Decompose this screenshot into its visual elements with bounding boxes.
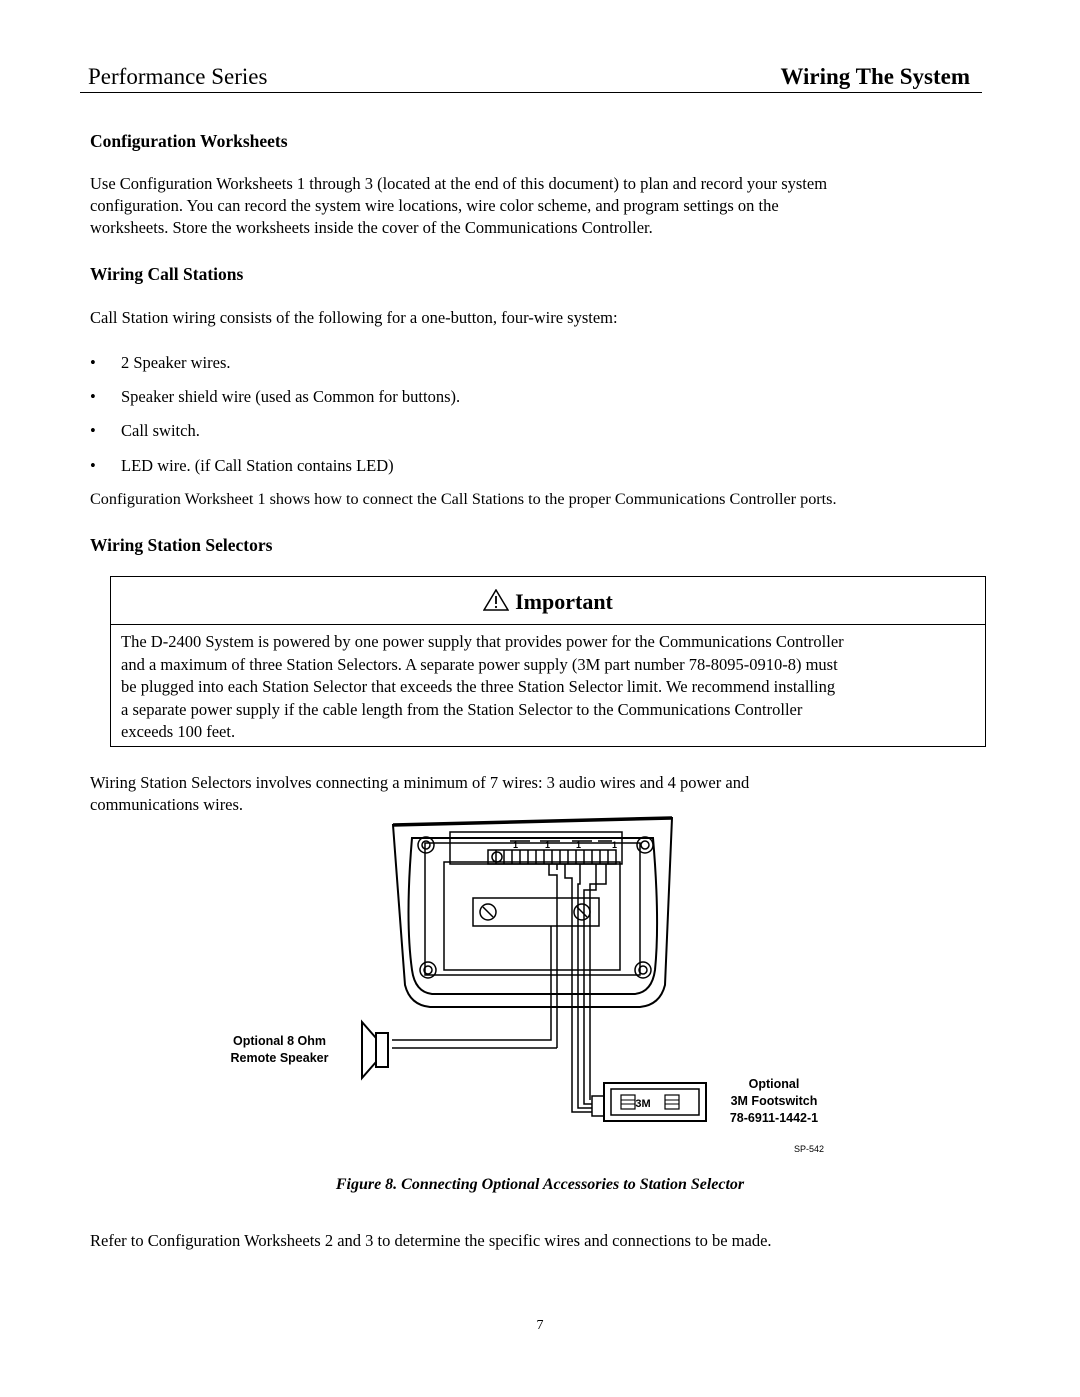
figure-caption: Figure 8. Connecting Optional Accessories to Station Selector bbox=[335, 1176, 745, 1193]
speaker-label-line: Optional 8 Ohm bbox=[232, 1034, 327, 1048]
important-line: and a maximum of three Station Selectors. A separate power supply (3M part number 78-8095-0910-8) must bbox=[121, 654, 838, 674]
heading-wiring-call-stations: Wiring Call Stations bbox=[90, 264, 244, 284]
footswitch-label-line: Optional bbox=[748, 1077, 800, 1091]
important-line: The D-2400 System is powered by one power supply that provides power for the Communications Controller bbox=[121, 632, 844, 651]
selectors-line: communications wires. bbox=[90, 795, 244, 814]
terminal-mark: 1 bbox=[545, 840, 551, 850]
speaker-icon bbox=[362, 1022, 388, 1078]
bullet-text: Speaker shield wire (used as Common for buttons). bbox=[121, 387, 461, 406]
heading-wiring-station-selectors: Wiring Station Selectors bbox=[90, 535, 273, 555]
config-line: Use Configuration Worksheets 1 through 3 (located at the end of this document) to plan and record your system bbox=[90, 174, 828, 193]
terminal-mark: 1 bbox=[513, 840, 519, 850]
speaker-label-line: Remote Speaker bbox=[230, 1051, 329, 1065]
bullet-text: LED wire. (if Call Station contains LED) bbox=[121, 456, 394, 475]
heading-configuration-worksheets: Configuration Worksheets bbox=[90, 131, 288, 151]
terminal-mark: 1 bbox=[576, 840, 582, 850]
footswitch-logo: 3M bbox=[635, 1098, 651, 1110]
bullet-text: 2 Speaker wires. bbox=[121, 353, 231, 372]
call-stations-intro: Call Station wiring consists of the following for a one-button, four-wire system: bbox=[90, 308, 618, 327]
speaker-label bbox=[212, 1033, 347, 1067]
selectors-line: Wiring Station Selectors involves connecting a minimum of 7 wires: 3 audio wires and 4 power and bbox=[90, 773, 750, 792]
header-section-title: Wiring The System bbox=[780, 64, 970, 89]
bullet-dot: • bbox=[90, 456, 96, 475]
important-line: a separate power supply if the cable length from the Station Selector to the Communications Controller bbox=[121, 699, 803, 719]
important-line: exceeds 100 feet. bbox=[121, 722, 236, 741]
bullet-dot: • bbox=[90, 421, 96, 440]
bullet-text: Call switch. bbox=[121, 421, 200, 440]
footswitch-label bbox=[710, 1076, 838, 1127]
selector-housing bbox=[393, 818, 672, 1007]
important-line: be plugged into each Station Selector that exceeds the three Station Selector limit. We recommend installing bbox=[121, 677, 836, 696]
figure-code: SP-542 bbox=[794, 1144, 825, 1154]
bullet-dot: • bbox=[90, 353, 96, 372]
wire-bundle bbox=[392, 864, 606, 1112]
bullet-dot: • bbox=[90, 387, 96, 406]
header-series-title: Performance Series bbox=[88, 64, 268, 89]
page-number: 7 bbox=[536, 1318, 544, 1333]
footswitch-label-line: 78-6911-1442-1 bbox=[729, 1111, 819, 1125]
mounting-bracket bbox=[473, 898, 599, 926]
terminal-strip bbox=[450, 832, 622, 864]
closing-paragraph: Refer to Configuration Worksheets 2 and 3 to determine the specific wires and connections to be made. bbox=[90, 1231, 772, 1250]
important-title: Important bbox=[515, 589, 613, 614]
config-line: configuration. You can record the system wire locations, wire color scheme, and program settings on the bbox=[90, 196, 779, 215]
config-line: worksheets. Store the worksheets inside the cover of the Communications Controller. bbox=[90, 218, 653, 237]
call-stations-note: Configuration Worksheet 1 shows how to connect the Call Stations to the proper Communications Controller ports. bbox=[90, 490, 837, 508]
terminal-mark: 1 bbox=[612, 840, 618, 850]
footswitch-label-line: 3M Footswitch bbox=[730, 1094, 818, 1108]
